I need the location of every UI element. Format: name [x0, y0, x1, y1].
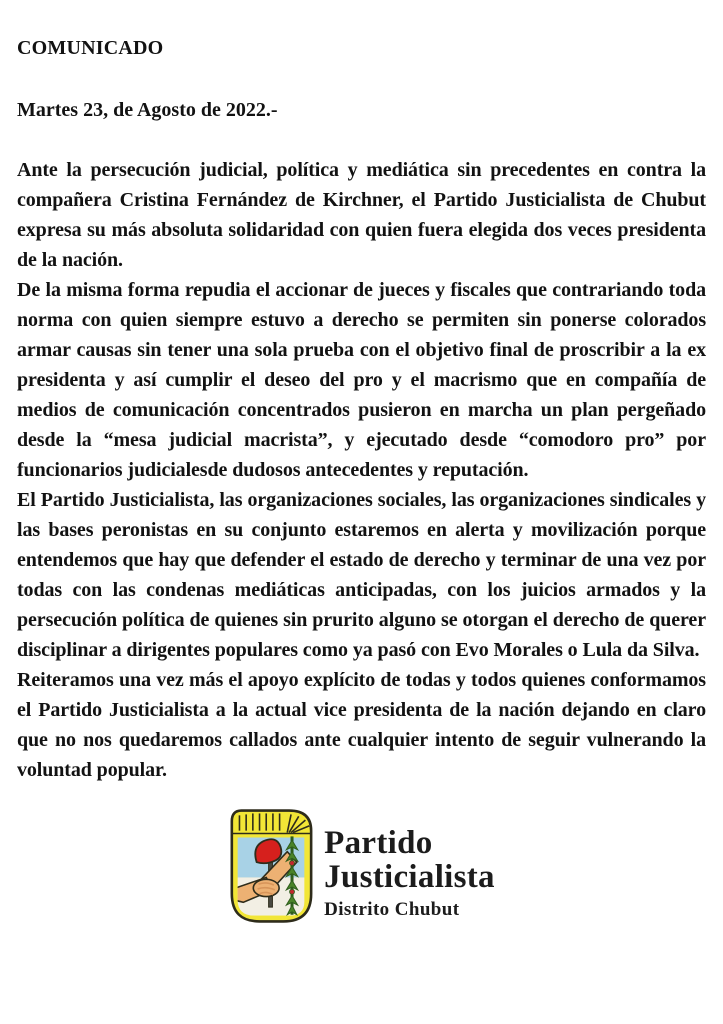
party-logo-text [324, 812, 495, 921]
document-title: COMUNICADO [17, 37, 164, 59]
party-district: Distrito Chubut [324, 898, 460, 920]
party-logo [17, 807, 706, 925]
laurel-branch-icon [286, 836, 297, 914]
party-name-line2: Justicialista [324, 858, 495, 895]
document-date: Martes 23, de Agosto de 2022.- [17, 99, 278, 121]
document-body [17, 155, 706, 785]
pj-crest-icon [228, 807, 314, 925]
paragraph-support: Reiteramos una vez más el apoyo explícito de todas y todos quienes conformamos el Partido Justicialista a la actual vice presidenta de la nación dejando en claro que no nos quedaremos callados ante cualquier intento de seguir vulnerando la voluntad popular. [17, 669, 706, 781]
phrygian-cap-icon [255, 839, 281, 863]
paragraph-solidarity: Ante la persecución judicial, política y mediática sin precedentes en contra la compañera Cristina Fernández de Kirchner, el Partido Justicialista de Chubut expresa su más absoluta solidaridad con quien fuera elegida dos veces presidenta de la nación. [17, 159, 706, 271]
party-name-line1: Partido [324, 824, 433, 861]
paragraph-mobilization: El Partido Justicialista, las organizaciones sociales, las organizaciones sindicales y las bases peronistas en su conjunto estaremos en alerta y movilización porque entendemos que hay que defender el estado de derecho y terminar de una vez por todas con las condenas mediáticas anticipadas, con los juicios armados y la persecución política de quienes sin prurito alguno se otorgan el derecho de querer disciplinar a dirigentes populares como ya pasó con Evo Morales o Lula da Silva. [17, 489, 706, 661]
paragraph-repudiation: De la misma forma repudia el accionar de jueces y fiscales que contrariando toda norma con quien siempre estuvo a derecho se permiten sin ponerse colorados armar causas sin tener una sola prueba con el objetivo final de proscribir a la ex presidenta y así cumplir el deseo del pro y el macrismo que en compañía de medios de comunicación concentrados pusieron en marcha un plan pergeñado desde la “mesa judicial macrista”, y ejecutado desde “comodoro pro” por funcionarios judicialesde dudosos antecedentes y reputación. [17, 279, 706, 481]
